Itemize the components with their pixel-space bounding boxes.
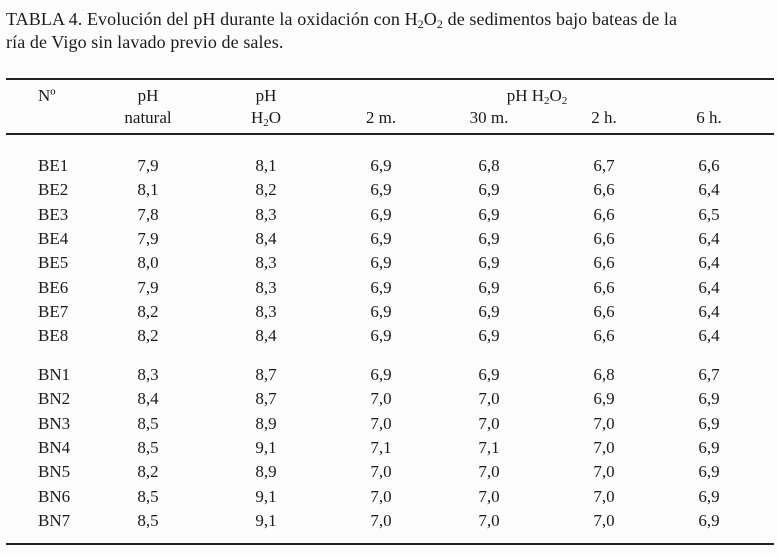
sample-id-cell: BE3 <box>38 204 69 224</box>
ph-value-cell-m2: 7,0 <box>370 389 392 409</box>
sample-id-cell: BE2 <box>38 180 69 200</box>
ph-value-cell-m2: 6,9 <box>370 277 392 297</box>
header-time-2m: 2 m. <box>365 108 397 127</box>
sample-id-cell: BE4 <box>38 229 69 249</box>
sample-id-cell: BN5 <box>38 462 71 482</box>
table-row <box>0 509 778 533</box>
bottom-rule <box>6 543 774 545</box>
ph-value-cell-h2o: 8,4 <box>255 326 277 346</box>
header-ph-natural-bottom: natural <box>124 108 172 127</box>
header-id: Nº <box>38 86 56 105</box>
ph-value-cell-h2: 6,7 <box>593 156 615 175</box>
table-row <box>0 178 778 202</box>
ph-value-cell-m2: 7,0 <box>370 462 392 482</box>
ph-value-cell-m30: 7,0 <box>478 462 500 482</box>
ph-value-cell-natural: 7,9 <box>137 229 159 249</box>
ph-value-cell-h2: 6,6 <box>593 229 615 249</box>
sample-id-cell: BN1 <box>38 364 71 384</box>
ph-value-cell-h2o: 8,7 <box>255 364 277 384</box>
ph-value-cell-natural: 8,2 <box>137 462 159 482</box>
ph-value-cell-h6: 6,9 <box>698 413 720 433</box>
ph-value-cell-h2: 7,0 <box>593 462 615 482</box>
ph-value-cell-h2: 7,0 <box>593 510 615 530</box>
ph-value-cell-h2: 7,0 <box>593 437 615 457</box>
ph-value-cell-h6: 6,9 <box>698 510 720 530</box>
header-ph-natural-top: pH <box>137 86 159 105</box>
ph-value-cell-h6: 6,4 <box>698 229 720 249</box>
ph-value-cell-h2o: 9,1 <box>255 437 277 457</box>
ph-value-cell-h2: 6,9 <box>593 389 615 409</box>
ph-value-cell-natural: 8,2 <box>137 326 159 346</box>
ph-value-cell-h2: 6,6 <box>593 326 615 346</box>
ph-value-cell-m30: 6,9 <box>478 302 500 322</box>
table-row <box>0 363 778 387</box>
ph-value-cell-h6: 6,4 <box>698 253 720 273</box>
ph-value-cell-m30: 6,9 <box>478 326 500 346</box>
sample-id-cell: BE6 <box>38 277 69 297</box>
ph-value-cell-natural: 7,9 <box>137 156 159 175</box>
caption-line-2: ría de Vigo sin lavado previo de sales. <box>6 32 284 52</box>
ph-value-cell-m30: 6,9 <box>478 229 500 249</box>
sample-id-cell: BE5 <box>38 253 69 273</box>
ph-value-cell-m2: 7,0 <box>370 510 392 530</box>
ph-value-cell-m2: 7,0 <box>370 413 392 433</box>
ph-value-cell-natural: 8,2 <box>137 302 159 322</box>
table-row <box>0 436 778 460</box>
caption-line-1: TABLA 4. Evolución del pH durante la oxidación con $H_2O_2$ de sedimentos bajo bateas de la <box>6 9 678 31</box>
ph-value-cell-m30: 7,0 <box>478 389 500 409</box>
table-caption <box>6 8 774 54</box>
ph-value-cell-m30: 6,9 <box>478 253 500 273</box>
ph-value-cell-m30: 7,0 <box>478 413 500 433</box>
ph-value-cell-natural: 8,5 <box>137 486 159 506</box>
ph-value-cell-natural: 8,3 <box>137 364 159 384</box>
ph-value-cell-natural: 7,9 <box>137 277 159 297</box>
ph-value-cell-h2o: 8,7 <box>255 389 277 409</box>
ph-value-cell-h6: 6,6 <box>698 156 720 175</box>
ph-value-cell-h2: 6,6 <box>593 302 615 322</box>
table-row <box>0 227 778 251</box>
ph-value-cell-m30: 6,9 <box>478 204 500 224</box>
sample-id-cell: BN6 <box>38 486 71 506</box>
sample-id-cell: BE1 <box>38 156 69 175</box>
ph-value-cell-m2: 7,1 <box>370 437 392 457</box>
sample-id-cell: BN3 <box>38 413 71 433</box>
ph-value-cell-h6: 6,4 <box>698 180 720 200</box>
top-rule <box>6 78 774 80</box>
ph-value-cell-natural: 8,5 <box>137 413 159 433</box>
ph-value-cell-natural: 8,5 <box>137 510 159 530</box>
ph-value-cell-h2o: 8,9 <box>255 462 277 482</box>
table-row <box>0 276 778 300</box>
header-time-6h: 6 h. <box>696 108 722 127</box>
ph-value-cell-m2: 6,9 <box>370 180 392 200</box>
sample-id-cell: BE8 <box>38 326 69 346</box>
header-ph-h2o2-group: pH $H_2O_2$ <box>506 86 568 107</box>
ph-value-cell-m30: 7,1 <box>478 437 500 457</box>
ph-value-cell-m2: 6,9 <box>370 253 392 273</box>
table-row <box>0 324 778 348</box>
ph-value-cell-m2: 6,9 <box>370 204 392 224</box>
ph-value-cell-natural: 7,8 <box>137 204 159 224</box>
ph-value-cell-h2o: 8,9 <box>255 413 277 433</box>
ph-value-cell-m2: 6,9 <box>370 229 392 249</box>
ph-value-cell-m30: 7,0 <box>478 486 500 506</box>
ph-value-cell-h6: 6,9 <box>698 437 720 457</box>
ph-value-cell-h2: 6,6 <box>593 204 615 224</box>
ph-value-cell-h2o: 8,4 <box>255 229 277 249</box>
ph-value-cell-m2: 6,9 <box>370 302 392 322</box>
sample-id-cell: BE7 <box>38 302 69 322</box>
ph-value-cell-h2: 6,6 <box>593 253 615 273</box>
ph-value-cell-h2: 6,6 <box>593 180 615 200</box>
ph-value-cell-h6: 6,4 <box>698 302 720 322</box>
table-row <box>0 203 778 227</box>
ph-value-cell-natural: 8,0 <box>137 253 159 273</box>
header-time-2h: 2 h. <box>591 108 617 127</box>
table-row <box>0 154 778 178</box>
header-ph-h2o-bottom: $H_2O$ <box>250 108 282 129</box>
ph-value-cell-h6: 6,9 <box>698 486 720 506</box>
ph-value-cell-natural: 8,1 <box>137 180 159 200</box>
ph-value-cell-natural: 8,4 <box>137 389 159 409</box>
table-row <box>0 387 778 411</box>
ph-value-cell-h6: 6,9 <box>698 462 720 482</box>
ph-value-cell-h6: 6,9 <box>698 389 720 409</box>
table-row <box>0 251 778 275</box>
ph-value-cell-h2: 6,8 <box>593 364 615 384</box>
ph-value-cell-m2: 6,9 <box>370 156 392 175</box>
ph-value-cell-h2o: 8,2 <box>255 180 277 200</box>
ph-value-cell-h6: 6,5 <box>698 204 720 224</box>
ph-value-cell-h2o: 8,3 <box>255 253 277 273</box>
header-rule <box>6 133 774 135</box>
ph-value-cell-m2: 7,0 <box>370 486 392 506</box>
ph-value-cell-m30: 6,9 <box>478 364 500 384</box>
ph-value-cell-h2: 7,0 <box>593 413 615 433</box>
table-row <box>0 485 778 509</box>
ph-value-cell-m2: 6,9 <box>370 364 392 384</box>
ph-value-cell-h6: 6,4 <box>698 277 720 297</box>
header-ph-h2o-top: pH <box>255 86 277 105</box>
ph-value-cell-h2: 6,6 <box>593 277 615 297</box>
ph-value-cell-h2o: 8,1 <box>255 156 277 175</box>
ph-value-cell-natural: 8,5 <box>137 437 159 457</box>
table-row <box>0 460 778 484</box>
sample-id-cell: BN2 <box>38 389 71 409</box>
ph-value-cell-h6: 6,7 <box>698 364 720 384</box>
sample-id-cell: BN4 <box>38 437 71 457</box>
sample-id-cell: BN7 <box>38 510 71 530</box>
ph-value-cell-h6: 6,4 <box>698 326 720 346</box>
table-row <box>0 412 778 436</box>
ph-value-cell-m30: 7,0 <box>478 510 500 530</box>
ph-value-cell-h2: 7,0 <box>593 486 615 506</box>
header-time-30m: 30 m. <box>469 108 509 127</box>
table-row <box>0 300 778 324</box>
ph-value-cell-h2o: 8,3 <box>255 204 277 224</box>
ph-value-cell-m30: 6,9 <box>478 180 500 200</box>
ph-value-cell-m2: 6,9 <box>370 326 392 346</box>
ph-value-cell-m30: 6,9 <box>478 277 500 297</box>
ph-value-cell-h2o: 8,3 <box>255 302 277 322</box>
ph-value-cell-h2o: 8,3 <box>255 277 277 297</box>
ph-value-cell-m30: 6,8 <box>478 156 500 175</box>
ph-value-cell-h2o: 9,1 <box>255 486 277 506</box>
ph-value-cell-h2o: 9,1 <box>255 510 277 530</box>
